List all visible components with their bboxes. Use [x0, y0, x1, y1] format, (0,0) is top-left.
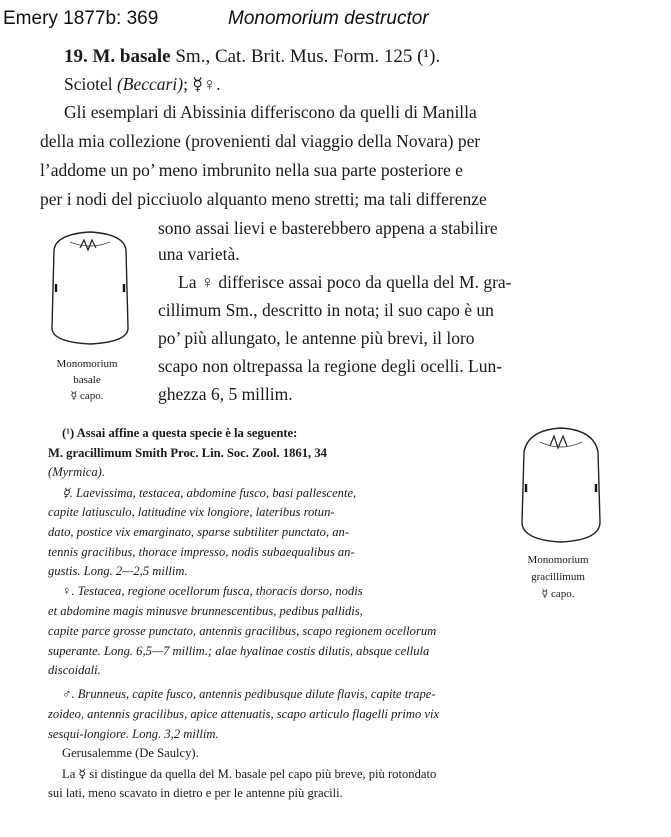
paragraph-line: po’ più allungato, le antenne più brevi, il loro [158, 328, 475, 348]
footnote-line: superante. Long. 6,5—7 millim.; alae hyalinae costis dilutis, absque cellula [48, 644, 430, 658]
header-species: Monomorium destructor [228, 8, 429, 29]
footnote-line: sesqui-longiore. Long. 3,2 millim. [48, 727, 219, 741]
collector: (Beccari) [116, 74, 184, 94]
paragraph-line: della mia collezione (provenienti dal viaggio della Novara) per [40, 131, 481, 151]
author-reference: Sm., Cat. Brit. Mus. Form. 125 (¹). [175, 46, 441, 67]
footnote-line: ♂. Brunneus, capite fusco, antennis pedibusque dilute flavis, capite trape- [62, 687, 436, 701]
footnote-line: (Myrmica). [48, 465, 105, 479]
figure-gracillimum-caption-species: gracillimum [531, 571, 585, 583]
locality: Sciotel [64, 74, 113, 94]
paragraph-line: cillimum Sm., descritto in nota; il suo capo è un [158, 300, 494, 320]
footnote-line: capite latiusculo, latitudine vix longiore, lateribus rotun- [48, 505, 335, 519]
paragraph-line: sono assai lievi e basterebbero appena a stabilire [158, 218, 498, 238]
paragraph-line: Gli esemplari di Abissinia differiscono da quelli di Manilla [64, 102, 477, 122]
paragraph-line: una varietà. [158, 244, 240, 264]
entry-heading [64, 46, 440, 68]
paragraph-line: l’addome un po’ meno imbrunito nella sua parte posteriore e [40, 160, 463, 180]
figure-basale-caption-genus: Monomorium [56, 358, 118, 370]
footnote-line: Gerusalemme (De Saulcy). [62, 746, 199, 760]
species-name: M. basale [92, 46, 171, 67]
locality-line [64, 74, 221, 95]
footnote-line: ♀. Testacea, regione ocellorum fusca, thoracis dorso, nodis [62, 584, 363, 598]
entry-number: 19. [64, 46, 88, 67]
figure-gracillimum-caption [506, 552, 610, 603]
footnote-line: capite parce grosse punctato, antennis gracilibus, scapo regionem ocellorum [48, 624, 437, 638]
figure-gracillimum-caption-genus: Monomorium [527, 554, 589, 566]
paragraph-line: La ♀ differisce assai poco da quella del M. gra- [178, 272, 512, 292]
paragraph-line: scapo non oltrepassa la regione degli ocelli. Lun- [158, 356, 503, 376]
footnote-line: et abdomine magis minusve brunnescentibus, pedibus pallidis, [48, 604, 363, 618]
footnote-line: sui lati, meno scavato in dietro e per le antenne più gracili. [48, 786, 343, 800]
footnote-line: M. gracillimum Smith Proc. Lin. Soc. Zool. 1861, 34 [48, 446, 327, 460]
figure-basale-caption-species: basale [73, 374, 101, 386]
castes: ; ☿♀. [183, 74, 221, 94]
footnote-line: La ☿ si distingue da quella del M. basale pel capo più breve, più rotondato [62, 767, 437, 781]
header-citation: Emery 1877b: 369 [3, 8, 159, 29]
footnote-line: zoideo, antennis gracilibus, apice attenuatis, scapo articulo flagelli primo vix [48, 707, 440, 721]
footnote-line: tennis gracilibus, thorace impresso, nodis subaequalibus an- [48, 545, 355, 559]
figure-basale-head [40, 228, 140, 348]
figure-gracillimum-head [514, 422, 608, 546]
figure-gracillimum-caption-caste: ☿ capo. [541, 588, 575, 600]
paragraph-line: ghezza 6, 5 millim. [158, 384, 293, 404]
figure-basale-caption [34, 356, 140, 404]
footnote-line: gustis. Long. 2—2,5 millim. [48, 564, 188, 578]
footnote-line: (¹) Assai affine a questa specie è la seguente: [62, 426, 298, 440]
footnote-line: dato, postice vix emarginato, sparse subtiliter punctato, an- [48, 525, 350, 539]
paragraph-line: per i nodi del picciuolo alquanto meno stretti; ma tali differenze [40, 189, 487, 209]
figure-basale-caption-caste: ☿ capo. [70, 390, 104, 402]
footnote-line: discoidali. [48, 663, 101, 677]
footnote-line: ☿. Laevissima, testacea, abdomine fusco, basi pallescente, [62, 486, 357, 500]
